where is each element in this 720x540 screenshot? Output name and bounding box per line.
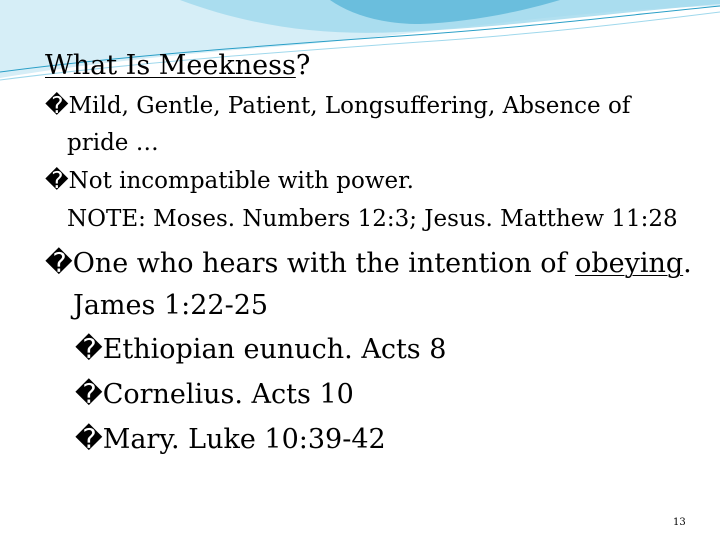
bullet-icon: � xyxy=(45,248,73,279)
list-item-text-tail: . xyxy=(683,248,692,279)
list-item-continuation xyxy=(67,130,159,156)
bullet-icon: � xyxy=(75,424,103,455)
slide-title-main: What Is Meekness xyxy=(45,50,296,81)
list-item-text: One who hears with the intention of xyxy=(72,248,576,279)
slide-title xyxy=(45,50,310,81)
bullet-icon: � xyxy=(75,334,103,365)
sub-list-item xyxy=(75,424,386,455)
sub-list-item-text: Cornelius. Acts 10 xyxy=(102,379,354,410)
sub-list-item xyxy=(75,379,354,410)
list-item-text: pride … xyxy=(67,130,159,156)
sub-list-item-text: Ethiopian eunuch. Acts 8 xyxy=(102,334,447,365)
list-item xyxy=(45,168,414,194)
list-item-text: NOTE: Moses. Numbers 12:3; Jesus. Matthew 11:28 xyxy=(67,206,678,232)
list-item-text: Not incompatible with power. xyxy=(68,168,414,194)
sub-list-item xyxy=(75,334,446,365)
list-item-note xyxy=(67,206,678,232)
list-item xyxy=(45,248,692,279)
page-number: 13 xyxy=(673,517,686,528)
bullet-icon: � xyxy=(45,93,69,119)
bullet-icon: � xyxy=(75,379,103,410)
list-item-underlined-word: obeying xyxy=(575,248,684,279)
list-item xyxy=(45,93,630,119)
list-item-text: Mild, Gentle, Patient, Longsuffering, Absence of xyxy=(68,93,631,119)
bullet-icon: � xyxy=(45,168,69,194)
list-item-text: James 1:22-25 xyxy=(73,290,269,321)
sub-list-item-text: Mary. Luke 10:39-42 xyxy=(102,424,386,455)
slide-title-suffix: ? xyxy=(295,50,311,81)
list-item-continuation xyxy=(73,290,268,321)
